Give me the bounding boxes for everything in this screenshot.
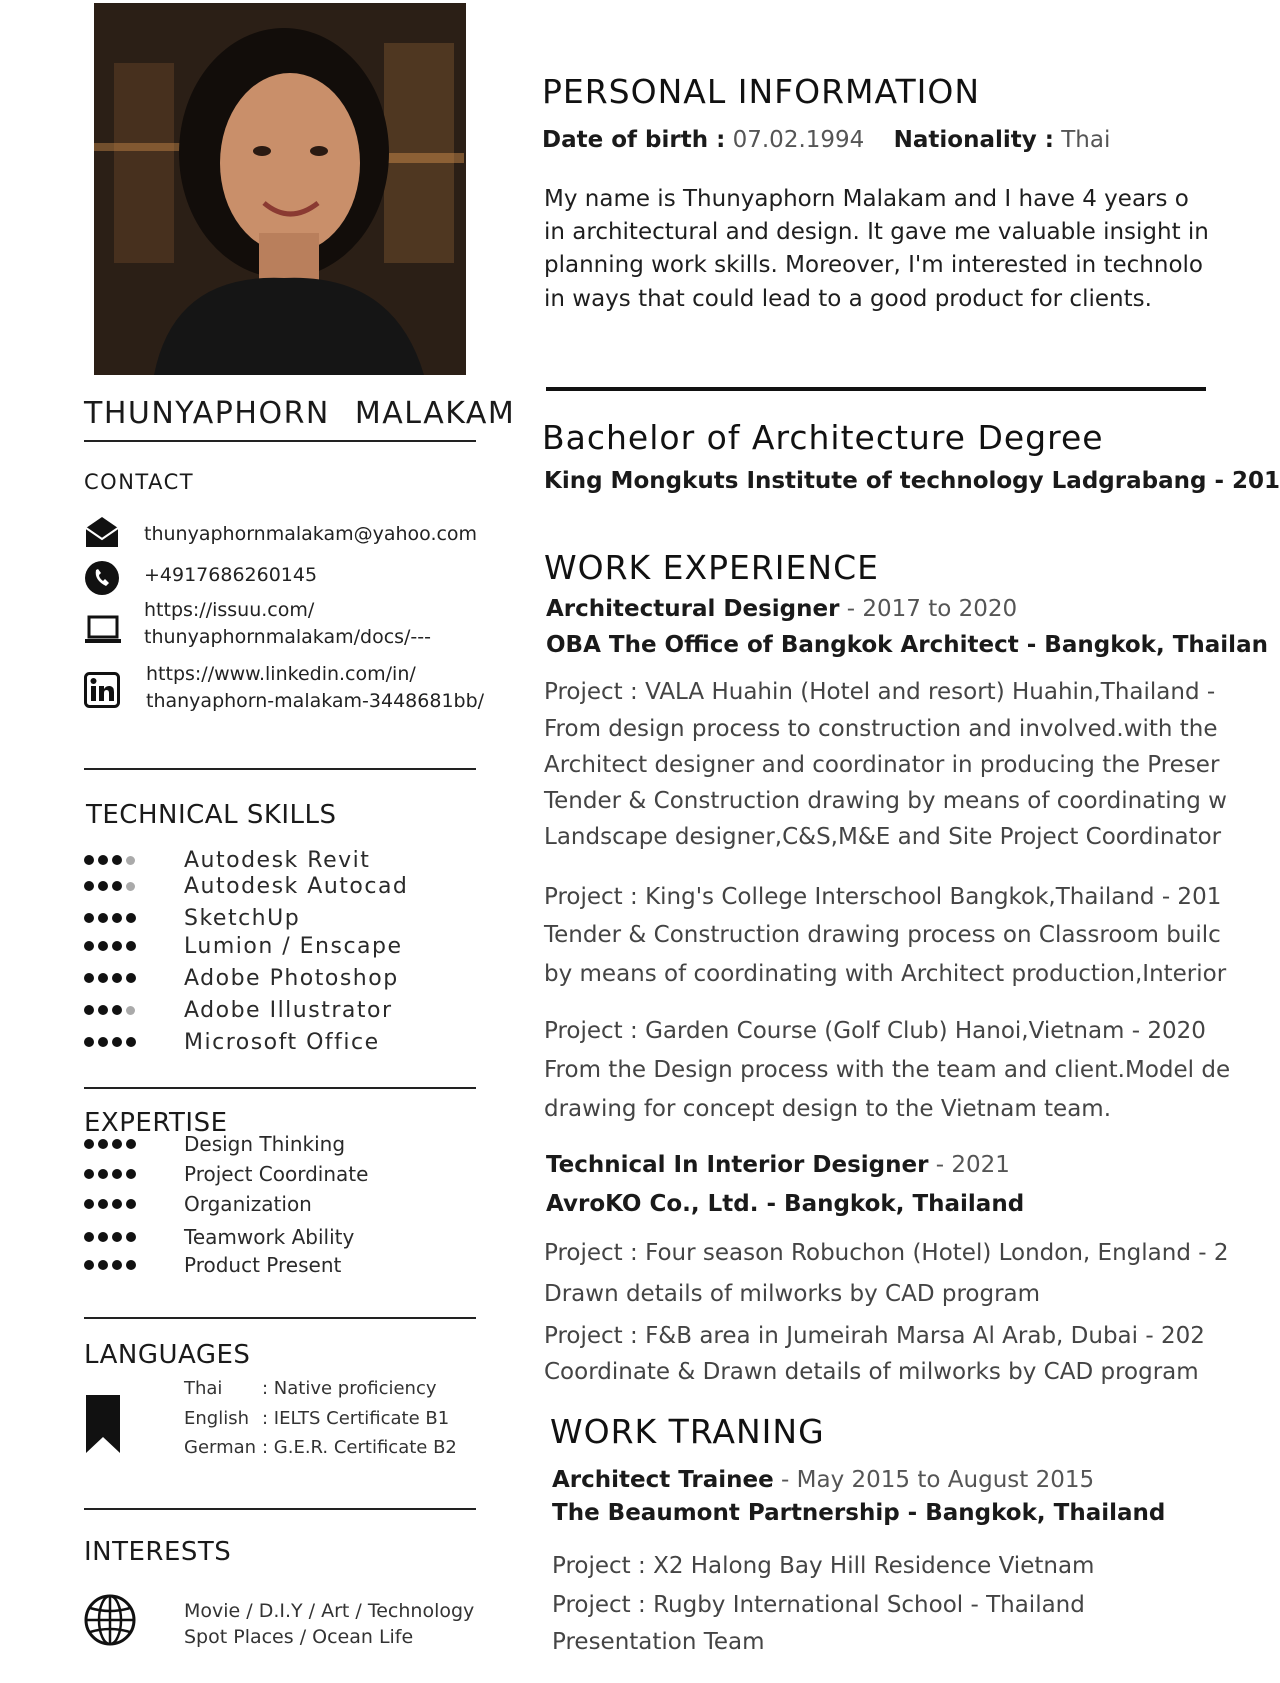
- nationality-label: Nationality :: [893, 127, 1054, 153]
- phone-number[interactable]: +4917686260145: [144, 564, 318, 586]
- skill-label: Lumion / Enscape: [184, 933, 403, 959]
- skill-level-dots: [84, 973, 184, 983]
- language-level: : Native proficiency: [262, 1378, 437, 1399]
- training-heading: [552, 1467, 1094, 1493]
- training-line: Presentation Team: [552, 1629, 765, 1655]
- skill-dot: [126, 1006, 135, 1015]
- language-german: [184, 1437, 457, 1458]
- issuu-link-line1[interactable]: https://issuu.com/: [144, 599, 315, 621]
- language-english: [184, 1408, 449, 1429]
- skill-row: [84, 1028, 380, 1056]
- skill-dot: [126, 941, 136, 951]
- full-name: THUNYAPHORN MALAKAM: [84, 396, 516, 431]
- profile-photo: [94, 3, 466, 375]
- envelope-icon: [84, 514, 122, 552]
- project-line: From the Design process with the team and client.Model de: [544, 1057, 1231, 1083]
- personal-information-title: PERSONAL INFORMATION: [542, 72, 981, 111]
- skill-dot: [84, 1169, 94, 1179]
- skill-row: [84, 1223, 355, 1251]
- training-role: Architect Trainee: [552, 1467, 774, 1493]
- skill-row: [84, 1251, 342, 1279]
- bio-line: in ways that could lead to a good product for clients.: [544, 286, 1152, 312]
- skill-dot: [126, 1037, 136, 1047]
- skill-dot: [84, 881, 94, 891]
- skill-level-dots: [84, 1169, 184, 1179]
- language-thai: [184, 1378, 437, 1399]
- skill-dot: [98, 1260, 108, 1270]
- job1-company: OBA The Office of Bangkok Architect - Bangkok, Thailan: [546, 632, 1268, 658]
- project-line: Project : King's College Interschool Bangkok,Thailand - 201: [544, 884, 1222, 910]
- personal-details-row: [542, 127, 1110, 153]
- divider: [84, 1317, 476, 1319]
- project-line: by means of coordinating with Architect production,Interior: [544, 961, 1227, 987]
- skill-level-dots: [84, 941, 184, 951]
- skill-label: SketchUp: [184, 905, 301, 931]
- skill-dot: [126, 913, 136, 923]
- skill-dot: [98, 1037, 108, 1047]
- language-name: English: [184, 1408, 249, 1429]
- job2-company: AvroKO Co., Ltd. - Bangkok, Thailand: [546, 1191, 1025, 1217]
- work-experience-title: WORK EXPERIENCE: [544, 548, 879, 587]
- skill-dot: [112, 1139, 122, 1149]
- technical-skills-title: TECHNICAL SKILLS: [86, 800, 337, 830]
- skill-dot: [84, 1139, 94, 1149]
- job1-heading: [546, 596, 1017, 622]
- name-block: [84, 396, 516, 431]
- skill-label: Adobe Illustrator: [184, 997, 393, 1023]
- linkedin-link-line1[interactable]: https://www.linkedin.com/in/: [146, 663, 416, 685]
- skill-label: Autodesk Revit: [184, 847, 371, 873]
- skill-dot: [98, 973, 108, 983]
- bio-line: in architectural and design. It gave me valuable insight in: [544, 219, 1209, 245]
- dob-value: 07.02.1994: [732, 127, 865, 153]
- skill-label: Adobe Photoshop: [184, 965, 399, 991]
- dob-label: Date of birth :: [542, 127, 726, 153]
- skill-row: [84, 904, 301, 932]
- skill-dot: [98, 1169, 108, 1179]
- skill-label: Organization: [184, 1192, 312, 1216]
- project-line: Tender & Construction drawing process on Classroom builc: [544, 922, 1221, 948]
- skill-level-dots: [84, 913, 184, 923]
- skill-row: [84, 872, 409, 900]
- bio-line: planning work skills. Moreover, I'm interested in technolo: [544, 252, 1203, 278]
- skill-dot: [112, 1169, 122, 1179]
- interests-line1: Movie / D.I.Y / Art / Technology: [184, 1600, 475, 1622]
- email-link[interactable]: thunyaphornmalakam@yahoo.com: [144, 523, 478, 545]
- skill-dot: [84, 1199, 94, 1209]
- skill-dot: [112, 1199, 122, 1209]
- expertise-title: EXPERTISE: [84, 1108, 228, 1138]
- skill-dot: [84, 973, 94, 983]
- job-dates: - 2021: [928, 1152, 1010, 1178]
- skill-dot: [112, 1037, 122, 1047]
- skill-dot: [98, 1139, 108, 1149]
- skill-dot: [112, 973, 122, 983]
- skill-dot: [98, 855, 108, 865]
- contact-title: CONTACT: [84, 470, 195, 494]
- skill-dot: [98, 1005, 108, 1015]
- language-level: : G.E.R. Certificate B2: [262, 1437, 457, 1458]
- language-name: Thai: [184, 1378, 223, 1399]
- project-line: drawing for concept design to the Vietnam team.: [544, 1096, 1112, 1122]
- interests-line2: Spot Places / Ocean Life: [184, 1626, 414, 1648]
- degree-title: Bachelor of Architecture Degree: [542, 418, 1104, 457]
- bio-line: My name is Thunyaphorn Malakam and I have 4 years o: [544, 186, 1189, 212]
- skill-level-dots: [84, 1232, 184, 1242]
- divider: [84, 768, 476, 770]
- project-line: From design process to construction and involved.with the: [544, 716, 1218, 742]
- skill-dot: [98, 1232, 108, 1242]
- linkedin-icon: [84, 672, 122, 710]
- skill-dot: [126, 1139, 136, 1149]
- divider: [84, 1087, 476, 1089]
- job-title: Technical In Interior Designer: [546, 1152, 929, 1178]
- skill-level-dots: [84, 1005, 184, 1015]
- project-line: Project : Four season Robuchon (Hotel) London, England - 2: [544, 1240, 1229, 1266]
- skill-dot: [112, 913, 122, 923]
- divider: [546, 387, 1206, 391]
- skill-row: [84, 1160, 369, 1188]
- skill-dot: [126, 1199, 136, 1209]
- skill-dot: [112, 1260, 122, 1270]
- skill-label: Autodesk Autocad: [184, 873, 409, 899]
- job2-heading: [546, 1152, 1010, 1178]
- project-line: Coordinate & Drawn details of milworks by CAD program: [544, 1359, 1199, 1385]
- training-company: The Beaumont Partnership - Bangkok, Thailand: [552, 1500, 1166, 1526]
- interests-title: INTERESTS: [84, 1537, 232, 1567]
- job-title: Architectural Designer: [546, 596, 840, 622]
- language-name: German: [184, 1437, 257, 1458]
- divider: [84, 440, 476, 442]
- globe-icon: [84, 1594, 136, 1650]
- skill-dot: [84, 1260, 94, 1270]
- skill-dot: [112, 855, 122, 865]
- skill-dot: [98, 913, 108, 923]
- project-line: Project : F&B area in Jumeirah Marsa Al Arab, Dubai - 202: [544, 1323, 1205, 1349]
- skill-label: Microsoft Office: [184, 1029, 380, 1055]
- training-line: Project : X2 Halong Bay Hill Residence Vietnam: [552, 1553, 1095, 1579]
- skill-row: [84, 932, 403, 960]
- skill-dot: [84, 1232, 94, 1242]
- skill-dot: [84, 1037, 94, 1047]
- skill-dot: [126, 882, 135, 891]
- linkedin-link-line2[interactable]: thanyaphorn-malakam-3448681bb/: [146, 690, 485, 712]
- skill-row: [84, 846, 371, 874]
- skill-dot: [126, 1232, 136, 1242]
- skill-level-dots: [84, 1260, 184, 1270]
- work-training-title: WORK TRANING: [550, 1412, 825, 1451]
- skill-row: [84, 1130, 346, 1158]
- language-level: : IELTS Certificate B1: [262, 1408, 450, 1429]
- skill-dot: [112, 1232, 122, 1242]
- skill-dot: [126, 856, 135, 865]
- skill-label: Teamwork Ability: [184, 1225, 355, 1249]
- bookmark-icon: [86, 1395, 120, 1457]
- skill-label: Project Coordinate: [184, 1162, 369, 1186]
- skill-level-dots: [84, 855, 184, 865]
- skill-dot: [84, 913, 94, 923]
- skill-row: [84, 996, 393, 1024]
- school-name: King Mongkuts Institute of technology Ladgrabang - 201: [544, 468, 1280, 494]
- languages-title: LANGUAGES: [84, 1340, 251, 1370]
- phone-icon: [84, 560, 122, 598]
- issuu-link-line2[interactable]: thunyaphornmalakam/docs/---: [144, 626, 432, 648]
- skill-level-dots: [84, 1037, 184, 1047]
- skill-dot: [112, 941, 122, 951]
- skill-dot: [126, 973, 136, 983]
- skill-level-dots: [84, 1199, 184, 1209]
- nationality-value: Thai: [1061, 127, 1111, 153]
- skill-dot: [84, 941, 94, 951]
- skill-dot: [98, 1199, 108, 1209]
- skill-dot: [98, 941, 108, 951]
- skill-label: Design Thinking: [184, 1132, 346, 1156]
- project-line: Landscape designer,C&S,M&E and Site Project Coordinator: [544, 824, 1222, 850]
- project-line: Tender & Construction drawing by means of coordinating w: [544, 788, 1227, 814]
- project-line: Project : VALA Huahin (Hotel and resort) Huahin,Thailand -: [544, 679, 1216, 705]
- skill-dot: [126, 1260, 136, 1270]
- job-dates: - 2017 to 2020: [839, 596, 1018, 622]
- project-line: Project : Garden Course (Golf Club) Hanoi,Vietnam - 2020: [544, 1018, 1206, 1044]
- skill-dot: [112, 1005, 122, 1015]
- skill-dot: [98, 881, 108, 891]
- skill-dot: [84, 1005, 94, 1015]
- divider: [84, 1508, 476, 1510]
- skill-label: Product Present: [184, 1253, 342, 1277]
- training-dates: - May 2015 to August 2015: [773, 1467, 1095, 1493]
- skill-level-dots: [84, 881, 184, 891]
- skill-level-dots: [84, 1139, 184, 1149]
- laptop-icon: [84, 614, 122, 652]
- project-line: Architect designer and coordinator in producing the Preser: [544, 752, 1220, 778]
- skill-dot: [112, 881, 122, 891]
- skill-row: [84, 1190, 312, 1218]
- skill-dot: [126, 1169, 136, 1179]
- project-line: Drawn details of milworks by CAD program: [544, 1281, 1041, 1307]
- skill-row: [84, 964, 399, 992]
- skill-dot: [84, 855, 94, 865]
- training-line: Project : Rugby International School - Thailand: [552, 1592, 1085, 1618]
